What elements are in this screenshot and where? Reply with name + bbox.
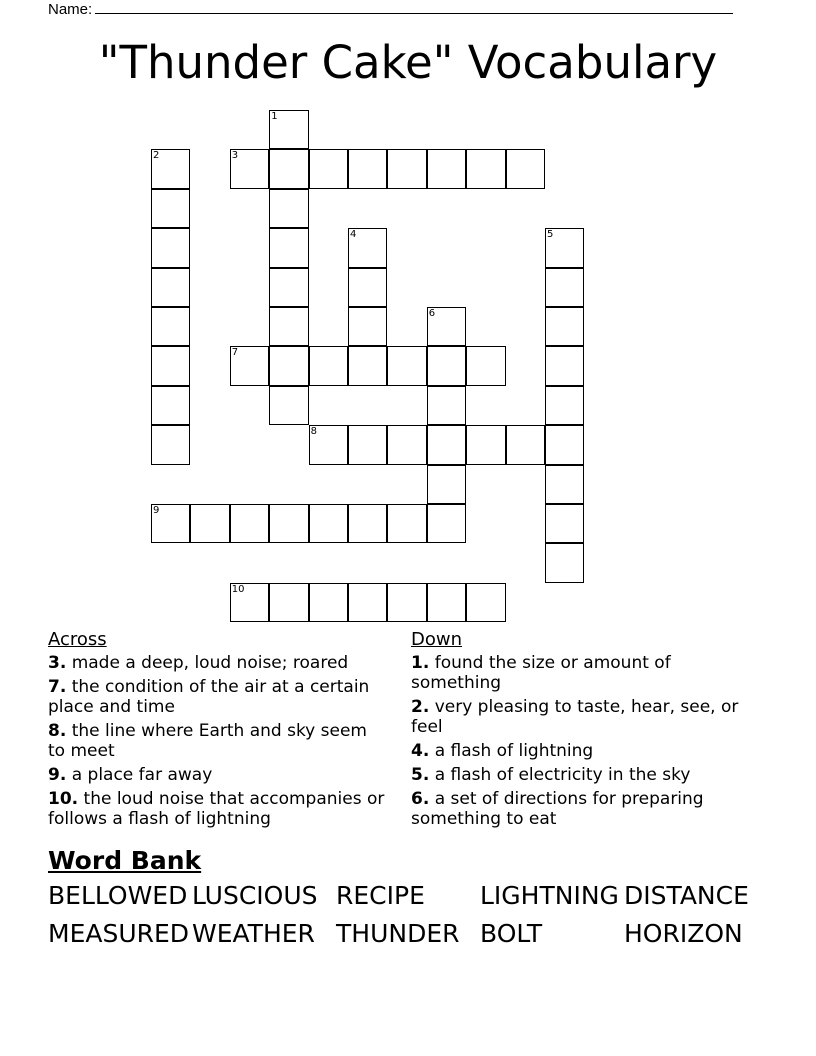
clue-text: very pleasing to taste, hear, see, or feel [411, 697, 739, 737]
crossword-cell[interactable] [151, 386, 190, 425]
clue-text: the line where Earth and sky seem to meet [48, 721, 367, 761]
crossword-cell[interactable] [230, 149, 269, 188]
crossword-cell[interactable] [269, 149, 308, 188]
crossword-cell[interactable] [309, 149, 348, 188]
crossword-cell[interactable] [348, 425, 387, 464]
word-bank-heading: Word Bank [48, 846, 202, 875]
crossword-cell[interactable] [545, 346, 584, 385]
crossword-cell[interactable] [545, 543, 584, 582]
crossword-cell[interactable] [309, 504, 348, 543]
crossword-cell[interactable] [309, 425, 348, 464]
crossword-cell[interactable] [506, 149, 545, 188]
crossword-cell[interactable] [151, 268, 190, 307]
crossword-cell[interactable] [348, 346, 387, 385]
crossword-cell[interactable] [151, 307, 190, 346]
down-clues [411, 628, 751, 833]
clue-text: the loud noise that accompanies or follows a flash of lightning [48, 789, 385, 829]
clue-item [48, 789, 388, 829]
crossword-cell[interactable] [545, 386, 584, 425]
crossword-cell[interactable] [427, 346, 466, 385]
clue-item [411, 741, 751, 761]
clue-number: 2. [411, 697, 430, 717]
clue-number: 4. [411, 741, 430, 761]
clue-number-label: 7 [231, 347, 239, 359]
crossword-cell[interactable] [387, 583, 426, 622]
crossword-cell[interactable] [427, 465, 466, 504]
crossword-cell[interactable] [348, 307, 387, 346]
word-bank-item: THUNDER [336, 919, 460, 948]
crossword-cell[interactable] [269, 583, 308, 622]
crossword-cell[interactable] [309, 346, 348, 385]
crossword-cell[interactable] [269, 346, 308, 385]
clue-item [48, 677, 388, 717]
crossword-cell[interactable] [545, 268, 584, 307]
clue-number-label: 2 [153, 150, 160, 162]
crossword-cell[interactable] [387, 504, 426, 543]
clue-number: 10. [48, 789, 79, 809]
crossword-cell[interactable] [151, 228, 190, 267]
across-heading: Across [48, 629, 107, 650]
clue-number-label: 3 [231, 150, 239, 162]
crossword-cell[interactable] [230, 504, 269, 543]
clue-number-label: 5 [547, 229, 554, 241]
clue-number-label: 9 [153, 505, 160, 516]
crossword-cell[interactable] [387, 149, 426, 188]
crossword-cell[interactable] [348, 268, 387, 307]
down-heading: Down [411, 629, 463, 650]
crossword-cell[interactable] [545, 425, 584, 464]
crossword-cell[interactable] [545, 307, 584, 346]
clue-number: 3. [48, 653, 67, 673]
crossword-cell[interactable] [151, 346, 190, 385]
clue-text: a place far away [71, 765, 213, 785]
clue-text: a set of directions for preparing something to eat [411, 789, 704, 829]
crossword-cell[interactable] [506, 425, 545, 464]
clue-item [48, 721, 388, 761]
clue-number: 6. [411, 789, 430, 809]
crossword-cell[interactable] [427, 583, 466, 622]
crossword-cell[interactable] [545, 228, 584, 267]
crossword-cell[interactable] [466, 346, 505, 385]
crossword-cell[interactable] [427, 149, 466, 188]
crossword-cell[interactable] [269, 386, 308, 425]
crossword-cell[interactable] [151, 149, 190, 188]
crossword-cell[interactable] [545, 465, 584, 504]
clue-item [48, 653, 388, 673]
clue-number-label: 6 [428, 308, 436, 319]
clue-text: found the size or amount of something [411, 653, 671, 693]
clue-text: a flash of electricity in the sky [434, 765, 691, 785]
clue-item [411, 789, 751, 829]
crossword-cell[interactable] [309, 583, 348, 622]
crossword-cell[interactable] [269, 228, 308, 267]
word-bank-item: DISTANCE [624, 881, 749, 910]
word-bank-item: BOLT [480, 919, 543, 948]
crossword-cell[interactable] [427, 307, 466, 346]
crossword-cell[interactable] [348, 149, 387, 188]
word-bank-item: RECIPE [336, 881, 425, 910]
across-clues [48, 628, 388, 833]
clue-number: 7. [48, 677, 67, 697]
crossword-cell[interactable] [348, 583, 387, 622]
crossword-cell[interactable] [427, 425, 466, 464]
crossword-cell[interactable] [387, 425, 426, 464]
word-bank-item: LUSCIOUS [192, 881, 318, 910]
word-bank-item: LIGHTNING [480, 881, 619, 910]
crossword-cell[interactable] [348, 228, 387, 267]
crossword-cell[interactable] [545, 504, 584, 543]
crossword-cell[interactable] [269, 268, 308, 307]
crossword-cell[interactable] [230, 346, 269, 385]
crossword-cell[interactable] [269, 110, 308, 149]
crossword-cell[interactable] [230, 583, 269, 622]
clue-number-label: 8 [310, 426, 317, 438]
crossword-cell[interactable] [348, 504, 387, 543]
clue-number: 9. [48, 765, 67, 785]
crossword-cell[interactable] [151, 189, 190, 228]
crossword-cell[interactable] [269, 189, 308, 228]
word-bank-item: HORIZON [624, 919, 743, 948]
crossword-cell[interactable] [427, 504, 466, 543]
crossword-cell[interactable] [387, 346, 426, 385]
word-bank-item: MEASURED [48, 919, 190, 948]
clue-number: 1. [411, 653, 430, 673]
crossword-cell[interactable] [151, 504, 190, 543]
word-bank-item: BELLOWED [48, 881, 188, 910]
clue-text: made a deep, loud noise; roared [71, 653, 349, 673]
crossword-cell[interactable] [190, 504, 229, 543]
clue-text: a flash of lightning [434, 741, 594, 761]
clue-number-label: 10 [231, 583, 245, 595]
clue-item [48, 765, 388, 785]
name-label: Name: [48, 1, 93, 18]
crossword-cell[interactable] [269, 307, 308, 346]
clue-text: the condition of the air at a certain place and time [48, 677, 370, 717]
crossword-cell[interactable] [466, 425, 505, 464]
clue-number: 8. [48, 721, 67, 741]
clue-item [411, 697, 751, 737]
crossword-cell[interactable] [466, 583, 505, 622]
crossword-cell[interactable] [269, 504, 308, 543]
clue-item [411, 765, 751, 785]
clue-number-label: 1 [271, 111, 278, 122]
clue-item [411, 653, 751, 693]
crossword-cell[interactable] [427, 386, 466, 425]
page-title: "Thunder Cake" Vocabulary [98, 36, 718, 89]
crossword-cell[interactable] [151, 425, 190, 464]
clue-number-label: 4 [350, 229, 357, 241]
word-bank-item: WEATHER [192, 919, 315, 948]
clue-number: 5. [411, 765, 430, 785]
crossword-cell[interactable] [466, 149, 505, 188]
